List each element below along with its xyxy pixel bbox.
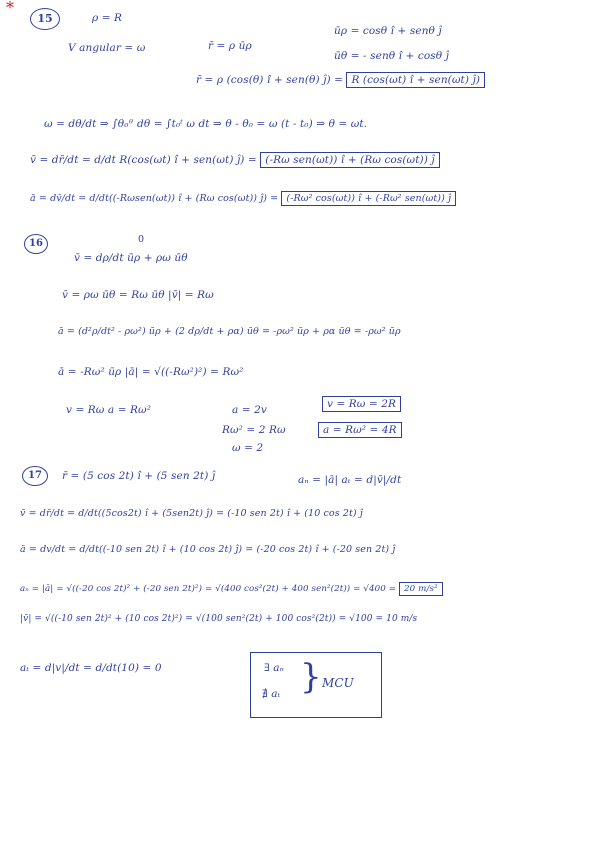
p16-line-a-2v: a = 2v xyxy=(232,404,267,416)
p15-line-r-vector: r̄ = ρ ūρ xyxy=(208,40,252,52)
p16-acceleration-result-box: a = Rω² = 4R xyxy=(318,422,402,438)
p17-line-speed: |v̄| = √((-10 sen 2t)² + (10 cos 2t)²) = √(100 sen²(2t) + 100 cos²(2t)) = √100 = 10 m/s xyxy=(20,614,418,624)
problem-15-number: 15 xyxy=(30,8,60,30)
p17-normal-acc-text: aₙ = |ā| = √((-20 cos 2t)² + (-20 sen 2t)²) = √(400 cos²(2t) + 400 sen²(2t)) = √400 = xyxy=(20,584,397,594)
p17-normal-acc-result-box: 20 m/s² xyxy=(399,582,443,596)
p15-line-u-theta: ūθ = - senθ î + cosθ ĵ xyxy=(334,50,450,62)
p15-line-omega-integral: ω = dθ/dt ⇒ ∫θ₀ᶿ dθ = ∫t₀ᵗ ω dt ⇒ θ - θ₀ = ω (t - t₀) ⇒ θ = ωt. xyxy=(44,118,368,130)
p17-line-acceleration: ā = dv/dt = d/dt((-10 sen 2t) î + (10 cos 2t) ĵ) = (-20 cos 2t) î + (-20 sen 2t) ĵ xyxy=(20,544,396,555)
p16-line-omega-eq: Rω² = 2 Rω xyxy=(222,424,286,436)
p17-line-normal-acc xyxy=(20,584,443,594)
p17-conclusion-mcu: MCU xyxy=(322,676,354,690)
p17-line-tangential-acc: aₜ = d|v|/dt = d/dt(10) = 0 xyxy=(20,662,162,674)
p15-line-r-expansion xyxy=(196,74,485,86)
p15-velocity-result-box: (-Rω sen(ωt)) î + (Rω cos(ωt)) ĵ xyxy=(260,152,439,168)
p17-conclusion-at-not-exists: ∄ aₜ xyxy=(262,688,281,700)
p17-line-an-at-def: aₙ = |ā| aₜ = d|v̄|/dt xyxy=(298,474,402,486)
p15-line-velocity xyxy=(30,154,440,166)
p15-acceleration-result-box: (-Rω² cos(ωt)) î + (-Rω² sen(ωt)) ĵ xyxy=(281,191,456,206)
p17-conclusion-an-exists: ∃ aₙ xyxy=(264,662,284,674)
p16-line-velocity-def: v̄ = dρ/dt ūρ + ρω ūθ xyxy=(74,252,188,264)
p17-line-velocity: v̄ = dr̄/dt = d/dt((5cos2t) î + (5sen2t) ĵ) = (-10 sen 2t) î + (10 cos 2t) ĵ xyxy=(20,508,363,519)
p17-line-position: r̄ = (5 cos 2t) î + (5 sen 2t) ĵ xyxy=(62,470,216,482)
problem-17-number: 17 xyxy=(22,466,48,486)
p15-acceleration-text: ā = dv̄/dt = d/dt((-Rωsen(ωt)) î + (Rω cos(ωt)) ĵ) = xyxy=(30,193,279,204)
p16-line-acceleration: ā = (d²ρ/dt² - ρω²) ūρ + (2 dρ/dt + ρα) ūθ = -ρω² ūρ + ρα ūθ = -ρω² ūρ xyxy=(58,326,401,337)
p16-line-v-a: v = Rω a = Rω² xyxy=(66,404,152,416)
p17-conclusion-brace: } xyxy=(300,657,322,697)
p16-line-omega-value: ω = 2 xyxy=(232,442,264,454)
p15-r-expansion-text: r̄ = ρ (cos(θ) î + sen(θ) ĵ) = xyxy=(196,74,343,86)
p16-line-acc-magnitude: ā = -Rω² ūρ |ā| = √((-Rω²)²) = Rω² xyxy=(58,366,244,378)
p15-r-result-box: R (cos(ωt) î + sen(ωt) ĵ) xyxy=(346,72,485,88)
p15-line-angular: V angular = ω xyxy=(68,42,146,54)
red-asterisk-mark: * xyxy=(6,0,14,17)
p16-line-zero-mark: 0 xyxy=(138,234,145,245)
p15-line-acceleration xyxy=(30,193,456,204)
p16-line-velocity: v̄ = ρω ūθ = Rω ūθ |v̄| = Rω xyxy=(62,289,214,301)
p15-line-u-rho: ūρ = cosθ î + senθ ĵ xyxy=(334,25,442,37)
problem-16-number: 16 xyxy=(24,234,48,254)
p15-velocity-text: v̄ = dr̄/dt = d/dt R(cos(ωt) î + sen(ωt) ĵ) = xyxy=(30,154,257,166)
p16-velocity-result-box: v = Rω = 2R xyxy=(322,396,401,412)
p15-line-rho: ρ = R xyxy=(92,12,123,24)
